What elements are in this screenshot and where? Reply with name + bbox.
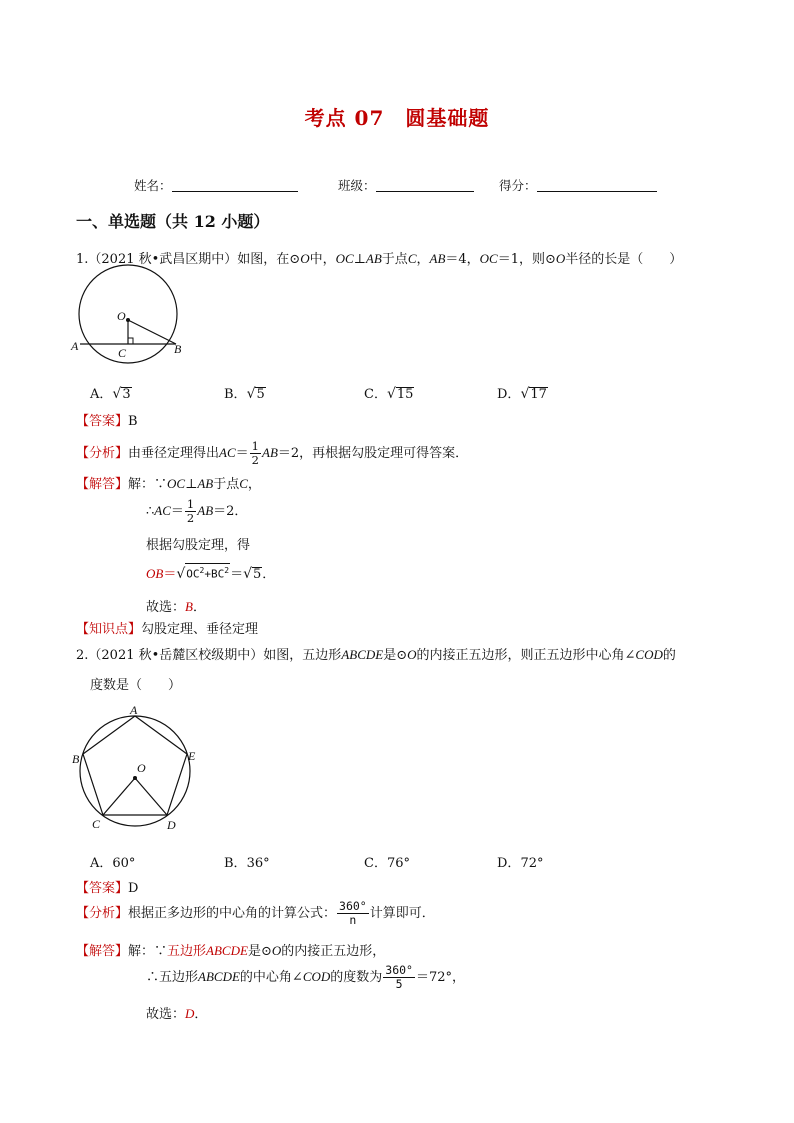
pentagon-abcde bbox=[83, 716, 187, 815]
score-field[interactable] bbox=[499, 176, 657, 194]
center-point bbox=[126, 318, 130, 322]
segment-oc bbox=[103, 778, 135, 815]
label-a: A bbox=[71, 339, 79, 353]
q1-solution-line4: $OB=√OC^2+BC^2=√5$． bbox=[146, 563, 275, 582]
question-1-stem: 1.（2021 秋•武昌区期中）如图，在⊙O中，OC⊥AB于点C，AB＝4，OC＝1，则⊙O半径的长是（ ） bbox=[76, 251, 683, 267]
q2-option-c[interactable]: C．76° bbox=[364, 856, 410, 871]
segment-od bbox=[135, 778, 167, 815]
section-heading: 一、单选题（共 12 小题） bbox=[76, 212, 270, 231]
q1-knowledge-point: 【知识点】勾股定理、垂径定理 bbox=[76, 622, 259, 637]
label-b: B bbox=[174, 342, 182, 356]
score-blank[interactable] bbox=[537, 179, 657, 192]
question-2-stem: 2.（2021 秋•岳麓区校级期中）如图，五边形ABCDE是⊙O的内接正五边形，则正五边形中心角∠COD的 bbox=[76, 647, 676, 663]
class-label: 班级： bbox=[338, 178, 376, 193]
segment-ob bbox=[128, 320, 176, 344]
label-d: D bbox=[167, 818, 176, 832]
q2-solution-line2: ∴五边形ABCDE的中心角∠COD的度数为 $\frac{360^\circ}{5}$ ＝72°， bbox=[146, 963, 466, 991]
circle-o bbox=[79, 265, 177, 363]
q2-solution-line3: 故选：D． bbox=[146, 1006, 208, 1022]
q2-option-d[interactable]: D．72° bbox=[497, 856, 544, 871]
q2-option-b[interactable]: B．36° bbox=[224, 856, 270, 871]
question-2-figure bbox=[68, 702, 202, 834]
q2-answer: 【答案】D bbox=[76, 881, 139, 896]
label-c: C bbox=[118, 346, 127, 360]
q1-solution-line1: 【解答】解：∵OC⊥AB于点C， bbox=[76, 476, 261, 492]
q2-option-a[interactable]: A．60° bbox=[90, 856, 136, 871]
label-o: O bbox=[137, 761, 146, 775]
label-o: O bbox=[117, 309, 126, 323]
question-2-stem-line2: 度数是（ ） bbox=[90, 678, 182, 693]
q1-analysis: 【分析】由垂径定理得出AC＝ $\frac{1}{2}$ AB＝2，再根据勾股定理可得答案． bbox=[76, 439, 469, 467]
name-label: 姓名： bbox=[134, 178, 172, 193]
q1-solution-line5: 故选：B． bbox=[146, 599, 206, 615]
label-e: E bbox=[188, 749, 196, 763]
q1-answer: 【答案】B bbox=[76, 414, 138, 429]
q1-option-a[interactable]: A．√3 bbox=[90, 386, 131, 402]
label-b: B bbox=[72, 752, 80, 766]
center-point bbox=[133, 776, 137, 780]
name-blank[interactable] bbox=[172, 179, 298, 192]
circle-o bbox=[80, 716, 190, 826]
q2-solution-line1: 【解答】解：∵五边形ABCDE是⊙O的内接正五边形， bbox=[76, 943, 386, 959]
label-c: C bbox=[92, 817, 101, 831]
page-title: 考点 07 圆基础题 bbox=[304, 106, 490, 130]
q1-solution-line3: 根据勾股定理，得 bbox=[146, 538, 251, 553]
label-a: A bbox=[130, 703, 138, 717]
q2-analysis: 【分析】根据正多边形的中心角的计算公式： $\frac{360^\circ}{n}$ 计算即可． bbox=[76, 899, 435, 927]
q1-option-c[interactable]: C．√15 bbox=[364, 386, 414, 402]
question-1-figure bbox=[66, 264, 188, 364]
class-field[interactable] bbox=[338, 176, 474, 194]
right-angle-mark bbox=[128, 338, 133, 344]
name-field[interactable] bbox=[134, 176, 298, 194]
class-blank[interactable] bbox=[376, 179, 474, 192]
q1-solution-line2: ∴AC＝ $\frac{1}{2}$ AB＝2． bbox=[146, 497, 248, 525]
q1-option-b[interactable]: B．√5 bbox=[224, 386, 265, 402]
score-label: 得分： bbox=[499, 178, 537, 193]
q1-option-d[interactable]: D．√17 bbox=[497, 386, 547, 402]
